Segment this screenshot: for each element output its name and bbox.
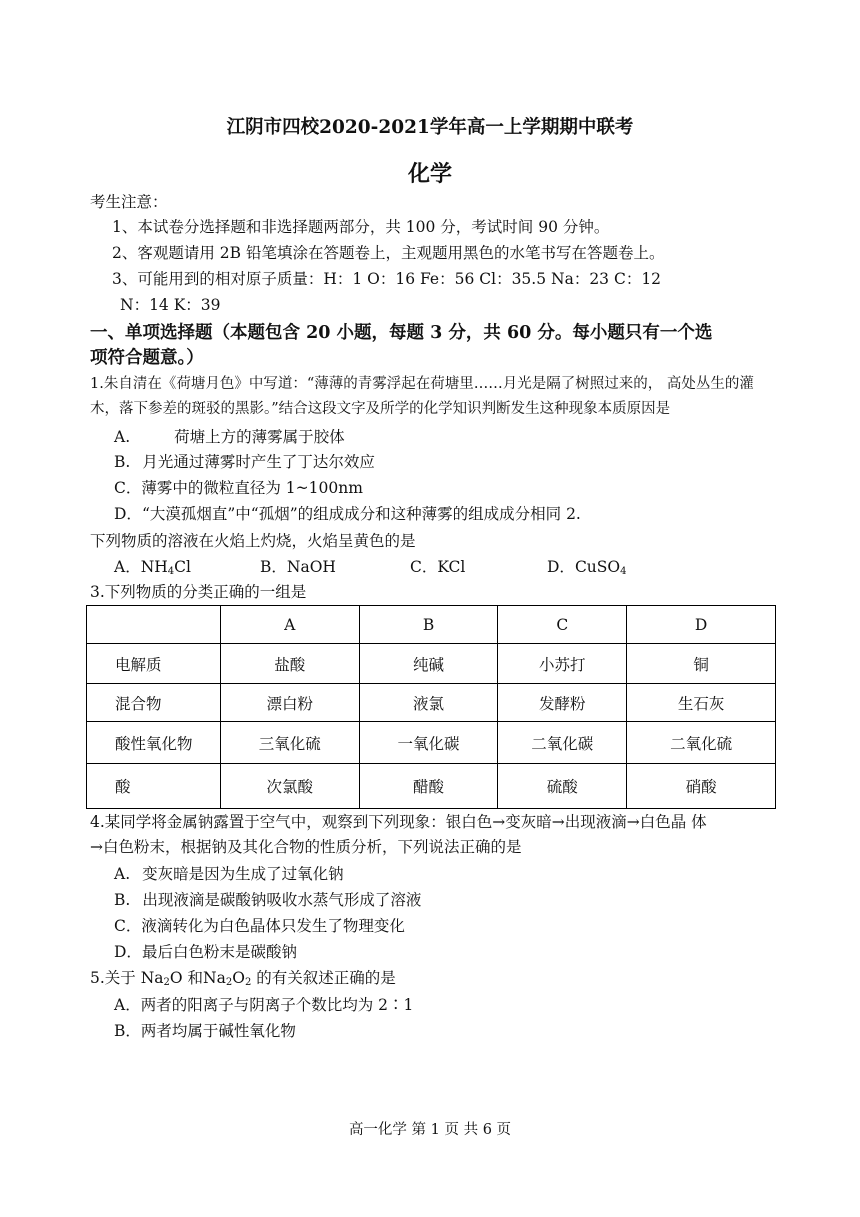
option-text: 荷塘上方的薄雾属于胶体 (174, 428, 345, 446)
formula-tail: Cl (174, 558, 191, 576)
notice-item-2: 2、客观题请用 2B 铅笔填涂在答题卷上，主观题用黑色的水笔书写在答题卷上。 (112, 244, 665, 262)
notice-item-1: 1、本试卷分选择题和非选择题两部分，共 100 分，考试时间 90 分钟。 (112, 218, 610, 236)
option-key: A． (114, 996, 141, 1014)
stem-text: O 和Na (169, 969, 226, 987)
table-cell: 纯碱 (359, 644, 498, 684)
q2-option-a (114, 557, 191, 577)
subscript: 4 (167, 566, 175, 577)
q1-option-c (114, 478, 363, 498)
option-key: B. (114, 891, 131, 909)
q1-stem-line1: 1.朱自清在《荷塘月色》中写道：“薄薄的青雾浮起在荷塘里……月光是隔了树照过来的， 高处丛生的灌 (90, 376, 754, 392)
table-cell: 铜 (627, 644, 776, 684)
exam-title: 江阴市四校2020-2021学年高一上学期期中联考 (226, 117, 634, 138)
q1-option-b (114, 452, 375, 472)
option-text: 出现液滴是碳酸钠吸收水蒸气形成了溶液 (142, 891, 422, 909)
stem-text: 的有关叙述正确的是 (251, 969, 396, 987)
table-row (87, 644, 776, 684)
table-cell: 二氧化碳 (498, 722, 627, 764)
table-cell: 漂白粉 (220, 684, 359, 722)
subscript: 4 (620, 566, 627, 577)
q5-option-a (114, 995, 413, 1015)
option-text: 两者均属于碱性氧化物 (140, 1022, 296, 1040)
section-heading-line1: 一、单项选择题（本题包含 20 小题，每题 3 分，共 60 分。每小题只有一个选 (90, 323, 713, 343)
option-key: A. (114, 428, 131, 446)
classification-table (86, 605, 776, 809)
table-header-cell (87, 606, 221, 644)
table-cell: 硝酸 (627, 764, 776, 809)
stem-text: O (232, 969, 245, 987)
option-key: C． (114, 479, 142, 497)
formula: CuSO (574, 558, 621, 576)
option-text: 液滴转化为白色晶体只发生了物理变化 (141, 917, 405, 935)
table-cell: 小苏打 (498, 644, 627, 684)
table-header-cell: B (359, 606, 498, 644)
q1-option-a (114, 427, 345, 447)
option-text: 月光通过薄雾时产生了丁达尔效应 (142, 453, 375, 471)
option-key: A． (114, 558, 141, 576)
row-header: 混合物 (87, 684, 221, 722)
formula: KCl (437, 558, 466, 576)
option-key: D． (114, 943, 142, 961)
table-cell: 次氯酸 (220, 764, 359, 809)
table-header-cell: D (627, 606, 776, 644)
option-key: C． (114, 917, 142, 935)
notice-item-3: 3、可能用到的相对原子质量：H：1 O：16 Fe：56 Cl：35.5 Na：23 C：12 (112, 270, 662, 288)
table-cell: 二氧化硫 (627, 722, 776, 764)
option-key: B. (114, 453, 131, 471)
q5-stem (90, 968, 396, 988)
q2-stem: 下列物质的溶液在火焰上灼烧，火焰呈黄色的是 (90, 532, 416, 550)
q4-option-c (114, 916, 405, 936)
option-key: C． (410, 558, 438, 576)
table-cell: 液氯 (359, 684, 498, 722)
q5-option-b (114, 1021, 296, 1041)
q1-stem-line2: 木，落下参差的斑驳的黑影。”结合这段文字及所学的化学知识判断发生这种现象本质原因是 (90, 401, 671, 417)
table-cell: 硫酸 (498, 764, 627, 809)
option-key: B． (260, 558, 287, 576)
table-header-cell: C (498, 606, 627, 644)
stem-text: 5.关于 Na (90, 969, 164, 987)
q4-stem-line2: →白色粉末，根据钠及其化合物的性质分析，下列说法正确的是 (90, 838, 522, 856)
q2-option-b (260, 557, 336, 577)
notice-item-3-cont: N：14 K：39 (120, 296, 221, 314)
table-header-cell: A (220, 606, 359, 644)
table-header-row (87, 606, 776, 644)
table-row (87, 722, 776, 764)
option-key: B． (114, 1022, 141, 1040)
subscript: 2 (225, 977, 233, 988)
q4-option-d (114, 942, 297, 962)
table-cell: 生石灰 (627, 684, 776, 722)
q4-option-a (114, 864, 344, 884)
subject-title: 化学 (407, 161, 452, 187)
q4-option-b (114, 890, 421, 910)
table-cell: 醋酸 (359, 764, 498, 809)
q2-option-c (410, 557, 465, 577)
table-cell: 三氧化硫 (220, 722, 359, 764)
subscript: 2 (244, 977, 252, 988)
option-text: “大漠孤烟直”中“孤烟”的组成成分和这种薄雾的组成成分相同 2. (141, 505, 581, 523)
q2-option-d (547, 557, 626, 577)
option-key: A. (114, 865, 131, 883)
row-header: 酸 (87, 764, 221, 809)
option-key: D． (547, 558, 575, 576)
formula: NH (140, 558, 168, 576)
option-text: 变灰暗是因为生成了过氧化钠 (142, 865, 344, 883)
table-cell: 发酵粉 (498, 684, 627, 722)
q3-stem: 3.下列物质的分类正确的一组是 (90, 583, 307, 601)
formula: NaOH (286, 558, 336, 576)
option-text: 薄雾中的微粒直径为 1~100nm (141, 479, 363, 497)
table-row (87, 684, 776, 722)
option-key: D． (114, 505, 142, 523)
table-row (87, 764, 776, 809)
notice-heading: 考生注意： (90, 193, 168, 211)
option-text: 两者的阳离子与阴离子个数比均为 2∶1 (140, 996, 414, 1014)
q4-stem-line1: 4.某同学将金属钠露置于空气中，观察到下列现象：银白色→变灰暗→出现液滴→白色晶 体 (90, 813, 707, 831)
section-heading-line2: 项符合题意。） (90, 348, 204, 368)
option-text: 最后白色粉末是碳酸钠 (141, 943, 297, 961)
q1-option-d (114, 504, 581, 524)
table-cell: 盐酸 (220, 644, 359, 684)
page-footer: 高一化学 第 1 页 共 6 页 (348, 1122, 512, 1138)
table-cell: 一氧化碳 (359, 722, 498, 764)
subscript: 2 (163, 977, 170, 988)
row-header: 酸性氧化物 (87, 722, 221, 764)
row-header: 电解质 (87, 644, 221, 684)
